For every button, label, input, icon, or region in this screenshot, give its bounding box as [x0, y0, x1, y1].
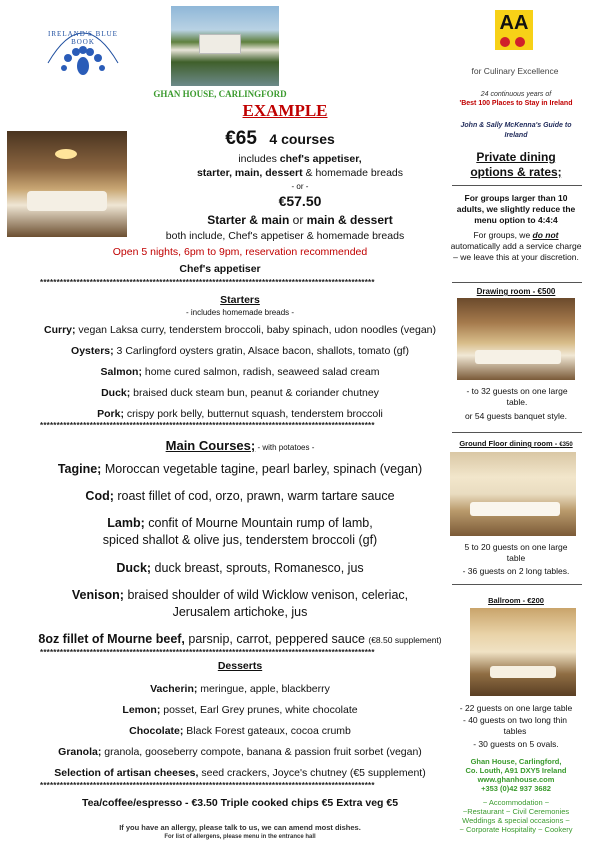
contact-phone: +353 (0)42 937 3682 [481, 784, 551, 793]
contact-name: Ghan House, Carlingford, [470, 757, 562, 766]
sidebar-divider [452, 282, 582, 283]
extras-line: Tea/coffee/espresso - €3.50 Triple cooked chips €5 Extra veg €5 [81, 797, 399, 809]
divider-stars: ***************************************************************************************************** [40, 421, 375, 430]
divider-stars: ***************************************************************************************************** [40, 278, 375, 287]
chefs-appetiser: Chef's appetiser [179, 263, 261, 275]
services-line: ~ Accommodation ~ [482, 798, 550, 807]
house-photo [171, 6, 279, 86]
ground-capacity-1: 5 to 20 guests on one large table [464, 542, 568, 563]
ballroom-title: Ballroom - €200 [488, 596, 544, 605]
drawing-capacity-1: - to 32 guests on one large table. [466, 386, 568, 407]
starter-item: Curry; vegan Laksa curry, tenderstem broccoli, baby spinach, udon noodles (vegan) [43, 324, 437, 336]
years-caption: 24 continuous years of [480, 91, 552, 98]
or-divider: - or - [291, 182, 309, 191]
ground-capacity-2: - 36 guests on 2 long tables. [462, 566, 570, 576]
allergen-note: For list of allergens, please menu in the entrance hall [164, 834, 316, 840]
dessert-item: Granola; granola, gooseberry compote, banana & passion fruit sorbet (vegan) [58, 746, 422, 758]
ballroom-capacity-1: - 22 guests on one large table [459, 703, 573, 713]
bluebook-text: IRELAND'S BLUE BOOK [48, 30, 118, 46]
divider-stars: ***************************************************************************************************** [40, 781, 375, 790]
rosette-icon [500, 37, 510, 47]
allergy-note: If you have an allergy, please talk to us, we can amend most dishes. [119, 823, 361, 832]
guide-caption: John & Sally McKenna's Guide to Ireland [460, 122, 572, 139]
service-note: For groups, we do not automatically add a service charge – we leave this at your discretion. [450, 230, 582, 262]
main-item-beef: 8oz fillet of Mourne beef, parsnip, carrot, peppered sauce (€8.50 supplement) [38, 632, 442, 646]
main-item-venison-cont: Jerusalem artichoke, jus [172, 605, 308, 619]
venue-name: GHAN HOUSE, CARLINGFORD [153, 89, 287, 99]
drawing-capacity-2: or 54 guests banquet style. [464, 411, 568, 421]
best-100-caption: 'Best 100 Places to Stay in Ireland [459, 100, 573, 107]
ballroom-capacity-3: - 30 guests on 5 ovals. [473, 739, 559, 749]
services-line: Weddings & special occasions ~ [462, 816, 570, 825]
dessert-item: Vacherin; meringue, apple, blackberry [150, 683, 330, 695]
contact-website[interactable]: www.ghanhouse.com [477, 775, 555, 784]
includes-line: includes chef's appetiser, [238, 153, 362, 165]
sidebar-divider [452, 432, 582, 433]
sidebar-divider [452, 584, 582, 585]
courses-count: 4 courses [269, 131, 335, 147]
includes-line-2: starter, main, dessert & homemade breads [196, 167, 404, 179]
dessert-item: Lemon; posset, Earl Grey prunes, white chocolate [122, 704, 358, 716]
bluebook-logo [28, 8, 138, 88]
ground-floor-photo [450, 452, 576, 536]
ballroom-photo [470, 608, 576, 696]
main-item-cod: Cod; roast fillet of cod, orzo, prawn, warm tartare sauce [85, 489, 395, 503]
ground-floor-title: Ground Floor dining room - €350 [459, 439, 573, 448]
private-dining-title: Private dining options & rates; [470, 150, 562, 179]
mains-heading: Main Courses; - with potatoes - [165, 438, 315, 453]
sidebar-divider [452, 185, 582, 186]
contact-address: Co. Louth, A91 DXY5 Ireland [465, 766, 567, 775]
aa-logo: AA [495, 10, 533, 50]
drawing-room-photo [457, 298, 575, 380]
ballroom-capacity-2: - 40 guests on two long thin tables [463, 715, 567, 736]
dessert-item: Selection of artisan cheeses, seed crackers, Joyce's chutney (€5 supplement) [54, 767, 426, 779]
rosette-icon [515, 37, 525, 47]
both-include: both include, Chef's appetiser & homemade breads [165, 230, 405, 242]
starter-item: Salmon; home cured salmon, radish, seaweed salad cream [100, 366, 380, 378]
dessert-item: Chocolate; Black Forest gateaux, cocoa crumb [129, 725, 351, 737]
alt-option-line: Starter & main or main & dessert [207, 213, 393, 227]
price-alt: €57.50 [278, 193, 322, 209]
starter-item: Pork; crispy pork belly, butternut squash, tenderstem broccoli [97, 408, 383, 420]
main-item-duck: Duck; duck breast, sprouts, Romanesco, jus [116, 561, 364, 575]
main-item-lamb: Lamb; confit of Mourne Mountain rump of lamb, [107, 516, 373, 530]
starter-item: Duck; braised duck steam bun, peanut & coriander chutney [101, 387, 379, 399]
starters-title: Starters [220, 294, 260, 306]
drawing-room-title: Drawing room - €500 [476, 287, 556, 296]
example-heading: EXAMPLE [242, 101, 328, 120]
desserts-title: Desserts [217, 660, 263, 672]
services-line: ~ Corporate Hospitality ~ Cookery [459, 825, 573, 834]
starter-item: Oysters; 3 Carlingford oysters gratin, Alsace bacon, shallots, tomato (gf) [71, 345, 409, 357]
main-item-tagine: Tagine; Moroccan vegetable tagine, pearl barley, spinach (vegan) [57, 462, 423, 476]
aa-caption: for Culinary Excellence [471, 66, 559, 76]
starters-subtitle: - includes homemade breads - [185, 308, 295, 317]
main-item-venison: Venison; braised shoulder of wild Wicklow venison, celeriac, [71, 588, 409, 602]
peacock-icon [28, 8, 138, 88]
groups-note: For groups larger than 10 adults, we slightly reduce the menu option to 4:4:4 [456, 193, 576, 225]
price-main: €65 [225, 128, 257, 149]
services-line: ~Restaurant ~ Civil Ceremonies [462, 807, 570, 816]
main-item-lamb-cont: spiced shallot & olive jus, tenderstem broccoli (gf) [102, 533, 378, 547]
opening-hours: Open 5 nights, 6pm to 9pm, reservation recommended [112, 246, 368, 258]
divider-stars: ***************************************************************************************************** [40, 648, 375, 657]
